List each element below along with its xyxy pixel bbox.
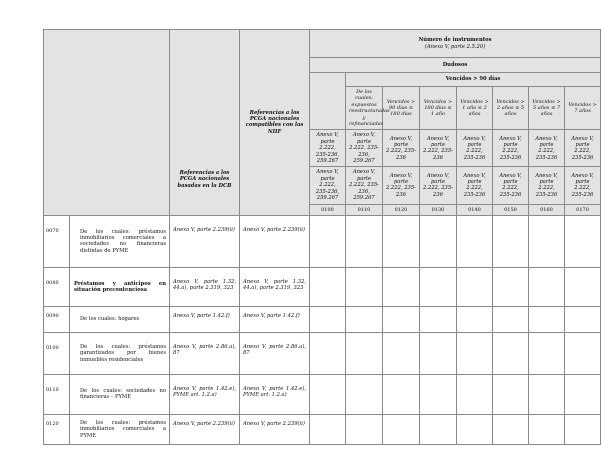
col-ref-dcb-0160: Anexo V, parte 2.222, 235-236 <box>529 167 565 204</box>
col-ref-dcb-0170: Anexo V, parte 2.222, 235-236 <box>565 167 601 204</box>
data-cell[interactable] <box>493 215 529 267</box>
col-code-0120: 0120 <box>383 204 420 215</box>
data-cell[interactable] <box>310 267 346 306</box>
data-cell[interactable] <box>457 374 493 414</box>
table-row <box>44 414 601 444</box>
data-cell[interactable] <box>529 306 565 332</box>
col-title-0170: Vencidos > 7 años <box>565 87 601 130</box>
data-cell[interactable] <box>457 306 493 332</box>
data-cell[interactable] <box>565 332 601 374</box>
data-cell[interactable] <box>420 215 457 267</box>
row-ref-dcb: Anexo V, parte 2.239(ii) <box>170 215 240 267</box>
col-ref-dcb-0130: Anexo V, parte 2.222, 235-236 <box>420 167 457 204</box>
row-ref-niif: Anexo V, parte 2.86.a), 87 <box>240 332 310 374</box>
col-code-0100: 0100 <box>310 204 346 215</box>
row-ref-niif: Anexo V, parte 1.32, 44.a), parte 2.319, 323 <box>240 267 310 306</box>
col-ref-dcb-0110: Anexo V, parte 2.222, 235-236, 259.267 <box>346 167 383 204</box>
table-row <box>44 374 601 414</box>
col-code-0130: 0130 <box>420 204 457 215</box>
row-ref-niif: Anexo V, parte 1.42.e), PYME art. 1.2.a) <box>240 374 310 414</box>
data-cell[interactable] <box>310 414 346 444</box>
col-title-0150: Vencidos > 2 años ≤ 5 años <box>493 87 529 130</box>
data-cell[interactable] <box>420 374 457 414</box>
col-title-0110: De los cuales: expuestos reestructuradas y refinanciadas <box>346 87 383 130</box>
row-code: 0080 <box>44 267 70 306</box>
ref-dcb-header: Referencias a los PCGA nacionales basadas en la DCB <box>170 30 240 216</box>
number-instruments-header: Número de instrumentos (Anexo V, parte 2.5.20) <box>310 30 601 58</box>
row-label: De los cuales: préstamos inmobiliarios comerciales a PYME <box>70 414 170 444</box>
data-cell[interactable] <box>493 414 529 444</box>
data-cell[interactable] <box>565 374 601 414</box>
col-ref-dcb-0150: Anexo V, parte 2.222, 235-236 <box>493 167 529 204</box>
data-cell[interactable] <box>565 215 601 267</box>
col-ref-dcb-0140: Anexo V, parte 2.222, 235-236 <box>457 167 493 204</box>
data-cell[interactable] <box>346 374 383 414</box>
data-cell[interactable] <box>457 332 493 374</box>
col-ref-niif-0100: Anexo V, parte 2.222, 235-236, 259.267 <box>310 130 346 167</box>
data-cell[interactable] <box>383 215 420 267</box>
row-code: 0100 <box>44 332 70 374</box>
data-cell[interactable] <box>493 332 529 374</box>
col-title-0160: Vencidos > 5 años ≤ 7 años <box>529 87 565 130</box>
col-ref-niif-0120: Anexo V, parte 2.222, 235-236 <box>383 130 420 167</box>
data-cell[interactable] <box>383 306 420 332</box>
data-cell[interactable] <box>346 414 383 444</box>
row-label: Préstamos y anticipos en situación precontenciosa <box>70 267 170 306</box>
data-cell[interactable] <box>529 332 565 374</box>
data-cell[interactable] <box>493 374 529 414</box>
row-label: De los cuales: préstamos garantizados por bienes inmuebles residenciales <box>70 332 170 374</box>
col-code-0140: 0140 <box>457 204 493 215</box>
col-ref-dcb-0120: Anexo V, parte 2.222, 235-236 <box>383 167 420 204</box>
col-code-0160: 0160 <box>529 204 565 215</box>
data-cell[interactable] <box>565 267 601 306</box>
data-cell[interactable] <box>346 215 383 267</box>
col-ref-niif-0170: Anexo V, parte 2.222, 235-236 <box>565 130 601 167</box>
data-cell[interactable] <box>457 215 493 267</box>
row-ref-dcb: Anexo V, parte 1.42.e), PYME art. 1.2.a) <box>170 374 240 414</box>
col-title-0130: Vencidos > 180 días ≤ 1 año <box>420 87 457 130</box>
row-ref-dcb: Anexo V, parte 2.239(ii) <box>170 414 240 444</box>
data-cell[interactable] <box>420 332 457 374</box>
col-ref-niif-0150: Anexo V, parte 2.222, 235-236 <box>493 130 529 167</box>
data-cell[interactable] <box>565 306 601 332</box>
col-title-0140: Vencidos > 1 año ≤ 2 años <box>457 87 493 130</box>
data-cell[interactable] <box>383 332 420 374</box>
row-label: De los cuales: hogares <box>70 306 170 332</box>
data-cell[interactable] <box>420 267 457 306</box>
table-row <box>44 267 601 306</box>
table-row <box>44 215 601 267</box>
ref-niif-header: Referencias a los PCGA nacionales compatibles con las NIIF <box>240 30 310 216</box>
data-cell[interactable] <box>457 267 493 306</box>
col-ref-niif-0130: Anexo V, parte 2.222, 235-236 <box>420 130 457 167</box>
table-row <box>44 306 601 332</box>
row-label: De los cuales: sociedades no financieras – PYME <box>70 374 170 414</box>
table-row <box>44 332 601 374</box>
data-cell[interactable] <box>493 267 529 306</box>
col-ref-niif-0110: Anexo V, parte 2.222, 235-236, 259.267 <box>346 130 383 167</box>
data-cell[interactable] <box>383 267 420 306</box>
row-code: 0120 <box>44 414 70 444</box>
row-ref-dcb: Anexo V, parte 2.86.a), 87 <box>170 332 240 374</box>
data-cell[interactable] <box>310 332 346 374</box>
data-cell[interactable] <box>565 414 601 444</box>
col-code-0110: 0110 <box>346 204 383 215</box>
data-cell[interactable] <box>383 414 420 444</box>
data-cell[interactable] <box>346 306 383 332</box>
regulatory-table <box>43 29 601 445</box>
row-code: 0090 <box>44 306 70 332</box>
dudosos-header: Dudosos <box>310 58 601 73</box>
row-ref-niif: Anexo V, parte 1.42.f) <box>240 306 310 332</box>
row-ref-dcb: Anexo V, parte 1.42.f) <box>170 306 240 332</box>
row-ref-dcb: Anexo V, parte 1.32, 44.a), parte 2.319, 323 <box>170 267 240 306</box>
row-code: 0070 <box>44 215 70 267</box>
col-ref-dcb-0100: Anexo V, parte 2.222, 235-236, 259.267 <box>310 167 346 204</box>
data-cell[interactable] <box>346 332 383 374</box>
corner-cell <box>44 30 170 216</box>
vencidos-header: Vencidos > 90 días <box>346 73 601 87</box>
col-code-0170: 0170 <box>565 204 601 215</box>
data-cell[interactable] <box>529 414 565 444</box>
col-ref-niif-0140: Anexo V, parte 2.222, 235-236 <box>457 130 493 167</box>
row-ref-niif: Anexo V, parte 2.239(ii) <box>240 215 310 267</box>
row-ref-niif: Anexo V, parte 2.239(ii) <box>240 414 310 444</box>
col-ref-niif-0160: Anexo V, parte 2.222, 235-236 <box>529 130 565 167</box>
data-cell[interactable] <box>420 306 457 332</box>
data-cell[interactable] <box>383 374 420 414</box>
col-code-0150: 0150 <box>493 204 529 215</box>
data-cell[interactable] <box>420 414 457 444</box>
data-cell[interactable] <box>310 374 346 414</box>
data-cell[interactable] <box>493 306 529 332</box>
col-title-0120: Vencidos > 90 días ≤ 180 días <box>383 87 420 130</box>
row-label: De los cuales: préstamos inmobiliarios comerciales a sociedades no financieras distintas de PYME <box>70 215 170 267</box>
data-cell[interactable] <box>310 306 346 332</box>
data-cell[interactable] <box>529 374 565 414</box>
data-cell[interactable] <box>529 215 565 267</box>
empty-header-cell <box>310 73 346 130</box>
data-cell[interactable] <box>457 414 493 444</box>
row-code: 0110 <box>44 374 70 414</box>
data-cell[interactable] <box>310 215 346 267</box>
data-cell[interactable] <box>346 267 383 306</box>
data-cell[interactable] <box>529 267 565 306</box>
